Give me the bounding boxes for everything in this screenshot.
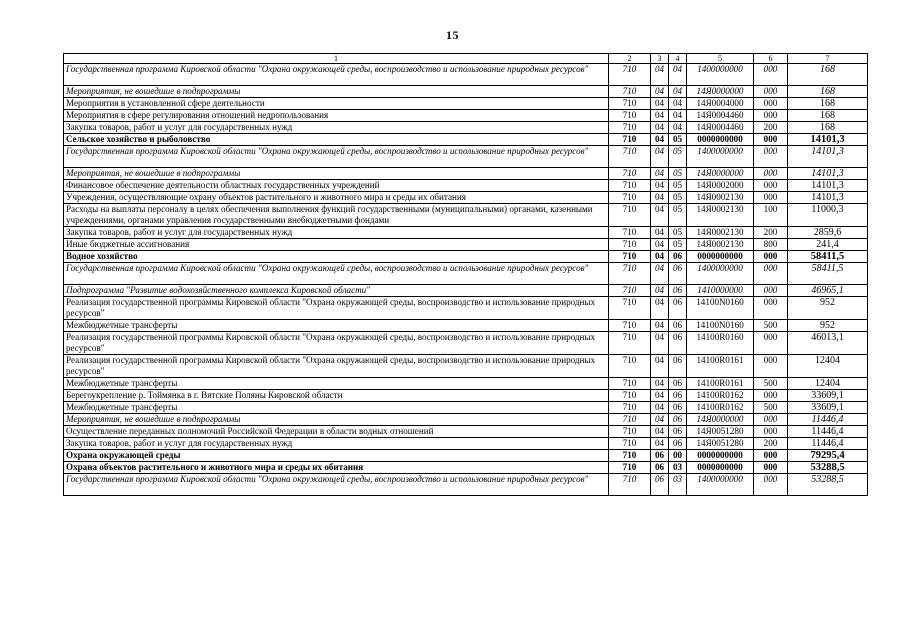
table-row: [64, 390, 868, 402]
table-row: [64, 414, 868, 426]
row-name-cell: Финансовое обеспечение деятельности областных государственных учреждений: [64, 180, 609, 192]
amount-cell: 12404: [788, 355, 868, 378]
amount-cell: 79295,4: [788, 450, 868, 462]
subsection-code-cell: 06: [669, 402, 687, 414]
amount-cell: 11446,4: [788, 426, 868, 438]
admin-code-cell: 710: [609, 122, 651, 134]
section-code-cell: 04: [651, 192, 669, 204]
amount-cell: 58411,5: [788, 251, 868, 263]
table-row: [64, 402, 868, 414]
row-name-cell: Водное хозяйство: [64, 251, 609, 263]
subsection-code-cell: 06: [669, 355, 687, 378]
expense-type-cell: 000: [754, 263, 788, 285]
admin-code-cell: 710: [609, 426, 651, 438]
admin-code-cell: 710: [609, 64, 651, 86]
subsection-code-cell: 03: [669, 474, 687, 496]
section-code-cell: 04: [651, 263, 669, 285]
amount-cell: 952: [788, 320, 868, 332]
subsection-code-cell: 05: [669, 168, 687, 180]
table-row: [64, 355, 868, 378]
target-article-cell: 14Я0002130: [687, 192, 754, 204]
column-header: 4: [669, 54, 687, 64]
row-name-cell: Охрана объектов растительного и животного мира и среды их обитания: [64, 462, 609, 474]
expense-type-cell: 000: [754, 86, 788, 98]
subsection-code-cell: 06: [669, 320, 687, 332]
subsection-code-cell: 04: [669, 122, 687, 134]
admin-code-cell: 710: [609, 320, 651, 332]
section-code-cell: 04: [651, 390, 669, 402]
section-code-cell: 04: [651, 180, 669, 192]
expense-type-cell: 100: [754, 204, 788, 227]
row-name-cell: Учреждения, осуществляющие охрану объектов растительного и животного мира и среды их обитания: [64, 192, 609, 204]
section-code-cell: 04: [651, 134, 669, 146]
amount-cell: 14101,3: [788, 134, 868, 146]
admin-code-cell: 710: [609, 180, 651, 192]
target-article-cell: 14Я0000000: [687, 168, 754, 180]
expense-type-cell: 800: [754, 239, 788, 251]
amount-cell: 168: [788, 110, 868, 122]
table-row: [64, 239, 868, 251]
target-article-cell: 1400000000: [687, 263, 754, 285]
target-article-cell: 14Я0002000: [687, 180, 754, 192]
page-number: 15: [446, 28, 459, 42]
expense-type-cell: 000: [754, 297, 788, 320]
row-name-cell: Государственная программа Кировской области "Охрана окружающей среды, воспроизводство и использование природных ресурсов": [64, 64, 609, 86]
expense-type-cell: 000: [754, 332, 788, 355]
row-name-cell: Мероприятия, не вошедшие в подпрограммы: [64, 168, 609, 180]
table-row: [64, 450, 868, 462]
row-name-cell: Реализация государственной программы Кировской области "Охрана окружающей среды, воспроизводство и использование природных ресурсов": [64, 297, 609, 320]
table-row: [64, 122, 868, 134]
expense-type-cell: 000: [754, 146, 788, 168]
subsection-code-cell: 06: [669, 438, 687, 450]
subsection-code-cell: 00: [669, 450, 687, 462]
target-article-cell: 14Я0051280: [687, 438, 754, 450]
section-code-cell: 04: [651, 285, 669, 297]
amount-cell: 168: [788, 122, 868, 134]
expense-type-cell: 200: [754, 438, 788, 450]
amount-cell: 14101,3: [788, 146, 868, 168]
table-row: [64, 98, 868, 110]
amount-cell: 14101,3: [788, 180, 868, 192]
admin-code-cell: 710: [609, 378, 651, 390]
target-article-cell: 14Я0004460: [687, 122, 754, 134]
table-row: [64, 110, 868, 122]
subsection-code-cell: 03: [669, 462, 687, 474]
admin-code-cell: 710: [609, 204, 651, 227]
target-article-cell: 14Я0002130: [687, 204, 754, 227]
section-code-cell: 04: [651, 402, 669, 414]
amount-cell: 33609,1: [788, 402, 868, 414]
section-code-cell: 04: [651, 86, 669, 98]
row-name-cell: Закупка товаров, работ и услуг для государственных нужд: [64, 438, 609, 450]
row-name-cell: Охрана окружающей среды: [64, 450, 609, 462]
section-code-cell: 04: [651, 320, 669, 332]
row-name-cell: Реализация государственной программы Кировской области "Охрана окружающей среды, воспроизводство и использование природных ресурсов": [64, 355, 609, 378]
target-article-cell: 14100R0162: [687, 390, 754, 402]
section-code-cell: 04: [651, 122, 669, 134]
admin-code-cell: 710: [609, 462, 651, 474]
target-article-cell: 0000000000: [687, 462, 754, 474]
expense-type-cell: 200: [754, 227, 788, 239]
expense-type-cell: 200: [754, 122, 788, 134]
row-name-cell: Подпрограмма "Развитие водохозяйственного комплекса Кировской области": [64, 285, 609, 297]
subsection-code-cell: 05: [669, 134, 687, 146]
target-article-cell: 14100R0160: [687, 332, 754, 355]
target-article-cell: 14100R0162: [687, 402, 754, 414]
section-code-cell: 04: [651, 414, 669, 426]
subsection-code-cell: 05: [669, 227, 687, 239]
expense-type-cell: 000: [754, 450, 788, 462]
admin-code-cell: 710: [609, 134, 651, 146]
table-row: [64, 378, 868, 390]
table-row: [64, 297, 868, 320]
row-name-cell: Иные бюджетные ассигнования: [64, 239, 609, 251]
target-article-cell: 14100R0161: [687, 378, 754, 390]
row-name-cell: Государственная программа Кировской области "Охрана окружающей среды, воспроизводство и использование природных ресурсов": [64, 146, 609, 168]
target-article-cell: 1400000000: [687, 64, 754, 86]
admin-code-cell: 710: [609, 297, 651, 320]
admin-code-cell: 710: [609, 355, 651, 378]
target-article-cell: 14Я0004460: [687, 110, 754, 122]
subsection-code-cell: 04: [669, 86, 687, 98]
target-article-cell: 14100N0160: [687, 297, 754, 320]
subsection-code-cell: 06: [669, 414, 687, 426]
table-row: [64, 192, 868, 204]
row-name-cell: Закупка товаров, работ и услуг для государственных нужд: [64, 227, 609, 239]
subsection-code-cell: 06: [669, 426, 687, 438]
subsection-code-cell: 04: [669, 110, 687, 122]
expense-type-cell: 000: [754, 110, 788, 122]
subsection-code-cell: 05: [669, 146, 687, 168]
expense-type-cell: 000: [754, 426, 788, 438]
row-name-cell: Межбюджетные трансферты: [64, 320, 609, 332]
column-header: 6: [754, 54, 788, 64]
amount-cell: 46013,1: [788, 332, 868, 355]
expense-type-cell: 000: [754, 168, 788, 180]
subsection-code-cell: 05: [669, 204, 687, 227]
expense-type-cell: 000: [754, 355, 788, 378]
row-name-cell: Расходы на выплаты персоналу в целях обеспечения выполнения функций государственными (муниципальными) органами, казенными учреждениями, органами управления государственными внебюджетными фондами: [64, 204, 609, 227]
row-name-cell: Закупка товаров, работ и услуг для государственных нужд: [64, 122, 609, 134]
subsection-code-cell: 04: [669, 98, 687, 110]
admin-code-cell: 710: [609, 450, 651, 462]
section-code-cell: 04: [651, 378, 669, 390]
table-row: [64, 146, 868, 168]
section-code-cell: 04: [651, 227, 669, 239]
column-header: 1: [64, 54, 609, 64]
admin-code-cell: 710: [609, 98, 651, 110]
row-name-cell: Осуществление переданных полномочий Российской Федерации в области водных отношений: [64, 426, 609, 438]
subsection-code-cell: 06: [669, 390, 687, 402]
column-header: 7: [788, 54, 868, 64]
target-article-cell: 14100R0161: [687, 355, 754, 378]
admin-code-cell: 710: [609, 239, 651, 251]
table-row: [64, 204, 868, 227]
amount-cell: 11000,3: [788, 204, 868, 227]
amount-cell: 241,4: [788, 239, 868, 251]
amount-cell: 53288,5: [788, 462, 868, 474]
table-row: [64, 180, 868, 192]
table-body: [64, 64, 868, 496]
row-name-cell: Сельское хозяйство и рыболовство: [64, 134, 609, 146]
amount-cell: 53288,5: [788, 474, 868, 496]
section-code-cell: 04: [651, 332, 669, 355]
expense-type-cell: 000: [754, 98, 788, 110]
amount-cell: 168: [788, 64, 868, 86]
subsection-code-cell: 06: [669, 251, 687, 263]
row-name-cell: Берегоукрепление р. Тоймянка в г. Вятские Поляны Кировской области: [64, 390, 609, 402]
budget-table: [63, 53, 868, 496]
expense-type-cell: 000: [754, 414, 788, 426]
admin-code-cell: 710: [609, 251, 651, 263]
amount-cell: 952: [788, 297, 868, 320]
table-row: [64, 332, 868, 355]
table-row: [64, 285, 868, 297]
admin-code-cell: 710: [609, 474, 651, 496]
amount-cell: 12404: [788, 378, 868, 390]
section-code-cell: 04: [651, 204, 669, 227]
admin-code-cell: 710: [609, 110, 651, 122]
admin-code-cell: 710: [609, 402, 651, 414]
row-name-cell: Государственная программа Кировской области "Охрана окружающей среды, воспроизводство и использование природных ресурсов": [64, 263, 609, 285]
expense-type-cell: 000: [754, 192, 788, 204]
table-header-row: [64, 54, 868, 64]
subsection-code-cell: 05: [669, 180, 687, 192]
section-code-cell: 06: [651, 450, 669, 462]
target-article-cell: 0000000000: [687, 251, 754, 263]
subsection-code-cell: 06: [669, 332, 687, 355]
subsection-code-cell: 05: [669, 192, 687, 204]
target-article-cell: 1410000000: [687, 285, 754, 297]
column-header: 3: [651, 54, 669, 64]
table-row: [64, 426, 868, 438]
amount-cell: 14101,3: [788, 192, 868, 204]
target-article-cell: 14Я0000000: [687, 86, 754, 98]
amount-cell: 14101,3: [788, 168, 868, 180]
expense-type-cell: 500: [754, 378, 788, 390]
target-article-cell: 1400000000: [687, 146, 754, 168]
section-code-cell: 04: [651, 297, 669, 320]
section-code-cell: 04: [651, 239, 669, 251]
section-code-cell: 06: [651, 474, 669, 496]
amount-cell: 11446,4: [788, 414, 868, 426]
amount-cell: 33609,1: [788, 390, 868, 402]
section-code-cell: 04: [651, 98, 669, 110]
row-name-cell: Государственная программа Кировской области "Охрана окружающей среды, воспроизводство и использование природных ресурсов": [64, 474, 609, 496]
column-header: 5: [687, 54, 754, 64]
target-article-cell: 1400000000: [687, 474, 754, 496]
subsection-code-cell: 05: [669, 239, 687, 251]
section-code-cell: 04: [651, 426, 669, 438]
admin-code-cell: 710: [609, 414, 651, 426]
section-code-cell: 04: [651, 355, 669, 378]
table-row: [64, 134, 868, 146]
row-name-cell: Мероприятия, не вошедшие в подпрограммы: [64, 86, 609, 98]
row-name-cell: Мероприятия в сфере регулирования отношений недропользования: [64, 110, 609, 122]
amount-cell: 2859,6: [788, 227, 868, 239]
admin-code-cell: 710: [609, 390, 651, 402]
target-article-cell: 14100N0160: [687, 320, 754, 332]
row-name-cell: Мероприятия в установленной сфере деятельности: [64, 98, 609, 110]
subsection-code-cell: 06: [669, 378, 687, 390]
expense-type-cell: 000: [754, 180, 788, 192]
table-row: [64, 462, 868, 474]
target-article-cell: 14Я0002130: [687, 227, 754, 239]
table-row: [64, 168, 868, 180]
target-article-cell: 0000000000: [687, 134, 754, 146]
admin-code-cell: 710: [609, 168, 651, 180]
expense-type-cell: 000: [754, 285, 788, 297]
amount-cell: 168: [788, 86, 868, 98]
table-row: [64, 86, 868, 98]
expense-type-cell: 000: [754, 64, 788, 86]
subsection-code-cell: 06: [669, 263, 687, 285]
section-code-cell: 04: [651, 251, 669, 263]
admin-code-cell: 710: [609, 438, 651, 450]
subsection-code-cell: 06: [669, 297, 687, 320]
section-code-cell: 04: [651, 110, 669, 122]
expense-type-cell: 500: [754, 320, 788, 332]
section-code-cell: 04: [651, 438, 669, 450]
subsection-code-cell: 06: [669, 285, 687, 297]
table-row: [64, 320, 868, 332]
target-article-cell: 14Я0000000: [687, 414, 754, 426]
column-header: 2: [609, 54, 651, 64]
target-article-cell: 0000000000: [687, 450, 754, 462]
row-name-cell: Мероприятия, не вошедшие в подпрограммы: [64, 414, 609, 426]
target-article-cell: 14Я0002130: [687, 239, 754, 251]
row-name-cell: Межбюджетные трансферты: [64, 402, 609, 414]
row-name-cell: Реализация государственной программы Кировской области "Охрана окружающей среды, воспроизводство и использование природных ресурсов": [64, 332, 609, 355]
expense-type-cell: 000: [754, 134, 788, 146]
amount-cell: 46965,1: [788, 285, 868, 297]
admin-code-cell: 710: [609, 227, 651, 239]
admin-code-cell: 710: [609, 285, 651, 297]
admin-code-cell: 710: [609, 192, 651, 204]
admin-code-cell: 710: [609, 146, 651, 168]
row-name-cell: Межбюджетные трансферты: [64, 378, 609, 390]
expense-type-cell: 500: [754, 402, 788, 414]
section-code-cell: 04: [651, 146, 669, 168]
expense-type-cell: 000: [754, 462, 788, 474]
admin-code-cell: 710: [609, 263, 651, 285]
subsection-code-cell: 04: [669, 64, 687, 86]
table-row: [64, 64, 868, 86]
section-code-cell: 06: [651, 462, 669, 474]
section-code-cell: 04: [651, 64, 669, 86]
amount-cell: 58411,5: [788, 263, 868, 285]
target-article-cell: 14Я0004000: [687, 98, 754, 110]
expense-type-cell: 000: [754, 390, 788, 402]
table-row: [64, 438, 868, 450]
expense-type-cell: 000: [754, 474, 788, 496]
table-row: [64, 251, 868, 263]
admin-code-cell: 710: [609, 332, 651, 355]
table-row: [64, 474, 868, 496]
admin-code-cell: 710: [609, 86, 651, 98]
table-row: [64, 227, 868, 239]
section-code-cell: 04: [651, 168, 669, 180]
expense-type-cell: 000: [754, 251, 788, 263]
table-row: [64, 263, 868, 285]
target-article-cell: 14Я0051280: [687, 426, 754, 438]
amount-cell: 168: [788, 98, 868, 110]
amount-cell: 11446,4: [788, 438, 868, 450]
